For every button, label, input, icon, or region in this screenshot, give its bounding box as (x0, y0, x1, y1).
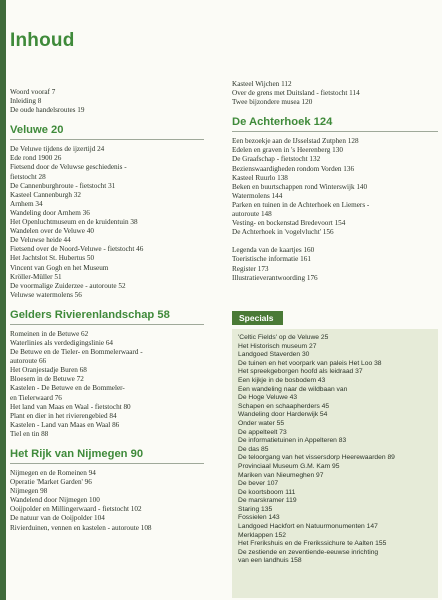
toc-entry: Een bezoekje aan de IJsselstad Zutphen 128 (232, 137, 359, 146)
toc-entry: Wandeling door Harderwijk 54 (238, 411, 328, 419)
toc-entry: Een wandeling naar de wildbaan van (238, 385, 348, 393)
toc-entry: De bever 107 (238, 480, 279, 488)
toc-entry: Wandelend door Nijmegen 100 (10, 496, 100, 505)
toc-entry: Beken en buurtschappen rond Winterswijk 140 (232, 182, 368, 191)
toc-entry: Wandelen over de Veluwe 40 (10, 227, 94, 236)
toc-entry: De natuur van de Ooijpolder 104 (10, 514, 105, 523)
toc-entry: De Graafschap - fietstocht 132 (232, 155, 321, 164)
section-heading: De Achterhoek 124 (232, 116, 333, 129)
toc-entry: Illustratieverantwoording 176 (232, 273, 318, 282)
toc-entry: Kasteel Ruurlo 138 (232, 173, 288, 182)
section-entries (10, 145, 204, 300)
toc-entry: Ooijpolder en Millingerwaard - fietstocht 102 (10, 505, 142, 514)
toc-entry: autoroute 66 (10, 357, 47, 366)
toc-entry: Inleiding 8 (10, 97, 42, 106)
toc-entry: fietstocht 28 (10, 172, 46, 181)
toc-entry: van een landhuis 158 (238, 557, 302, 565)
toc-entry: Plant en dier in het rivierengebied 84 (10, 411, 117, 420)
toc-entry: Ede rond 1900 26 (10, 154, 62, 163)
toc-entry: De Veluwse heide 44 (10, 236, 71, 245)
toc-continued-block (232, 80, 438, 107)
toc-entry: De koortsboom 111 (238, 488, 296, 496)
toc-entry: De marskramer 119 (238, 497, 297, 505)
toc-entry: Waterlinies als verdedigingslinie 64 (10, 338, 114, 347)
toc-entry: Provinciaal Museum G.M. Kam 95 (238, 462, 340, 470)
toc-entry: Register 173 (232, 264, 269, 273)
section-heading: Veluwe 20 (10, 124, 64, 137)
toc-entry: Vincent van Gogh en het Museum (10, 263, 109, 272)
toc-entry: Edelen en graven in 's Heerenberg 130 (232, 146, 343, 155)
toc-entry: Onder water 55 (238, 419, 285, 427)
toc-entry: Merklappen 152 (238, 531, 286, 539)
toc-sections (10, 115, 204, 532)
section-heading: Het Rijk van Nijmegen 90 (10, 448, 144, 460)
toc-entry: Schapen en schaapherders 45 (238, 402, 330, 410)
toc-entry: De Achterhoek in 'vogelvlucht' 156 (232, 228, 334, 237)
toc-entry: Fietsend over de Noord-Veluwe - fietstocht 46 (10, 245, 144, 254)
toc-entry: Het Oranjestadje Buren 68 (10, 366, 87, 375)
toc-entry: Bloesem in de Betuwe 72 (10, 375, 84, 384)
toc-entry: Mariken van Nieumeghen 97 (238, 471, 324, 479)
toc-entry: De appelteelt 73 (238, 428, 287, 436)
section-rule (232, 131, 438, 132)
specials-list (232, 329, 438, 598)
toc-entry: Tiel en tin 88 (10, 429, 49, 438)
toc-entry: autoroute 148 (232, 210, 272, 219)
toc-entry: Het Jachtslot St. Hubertus 50 (10, 254, 95, 263)
toc-closing-block (232, 246, 438, 282)
specials-label: Specials (232, 311, 283, 325)
toc-entry: Legenda van de kaartjes 160 (232, 246, 315, 255)
toc-entry: Bezienswaardigheden rondom Vorden 136 (232, 164, 355, 173)
specials-panel (232, 308, 438, 598)
toc-entry: De Hoge Veluwe 43 (238, 394, 298, 402)
toc-entry: 'Celtic Fields' op de Veluwe 25 (238, 334, 329, 341)
toc-entry: Over de grens met Duitsland - fietstocht 114 (232, 89, 360, 98)
toc-entry: De oude handelsroutes 19 (10, 106, 85, 115)
toc-entry: Toeristische informatie 161 (232, 255, 311, 264)
toc-entry: De zestiende en zeventiende-eeuwse inrichting (238, 548, 379, 556)
section-entries (10, 469, 204, 533)
toc-entry: Vesting- en bockenstad Bredevoort 154 (232, 219, 346, 228)
toc-entry: Watermolens 144 (232, 191, 283, 200)
toc-entry: Veluwse watermolens 56 (10, 290, 82, 299)
toc-entry: Nijmegen en de Romeinen 94 (10, 469, 96, 477)
toc-intro-block (10, 88, 204, 115)
toc-entry: De teloorgang van het vissersdorp Heerewaarden 89 (238, 454, 395, 462)
toc-entry: Het Openluchtmuseum en de kruidentuin 38 (10, 218, 138, 227)
toc-entry: De das 85 (238, 445, 269, 453)
page-title: Inhoud (10, 30, 75, 51)
toc-entry: Kasteel Cannenburgh 32 (10, 190, 81, 199)
toc-entry: Landgoed Staverden 30 (238, 351, 310, 359)
toc-entry: De Betuwe en de Tieler- en Bommelerwaard - (10, 348, 143, 357)
toc-entry: Het spreekgeborgen hoofd als leidraad 37 (238, 368, 363, 376)
toc-entry: Twee bijzondere musea 120 (232, 98, 313, 107)
toc-entry: Kastelen - De Betuwe en de Bommeler- (10, 384, 125, 393)
toc-entry: Nijmegen 98 (10, 487, 48, 496)
section-entries (232, 137, 438, 237)
toc-entry: Kröller-Müller 51 (10, 272, 62, 281)
section-heading: Gelders Rivierenlandschap 58 (10, 308, 170, 321)
toc-entry: Kastelen - Land van Maas en Waal 86 (10, 420, 120, 429)
section-rule (10, 324, 204, 325)
toc-entry: Staring 135 (238, 505, 273, 513)
toc-entry: Rivierduinen, vennen en kastelen - autoroute 108 (10, 523, 152, 532)
section-entries (10, 330, 204, 439)
toc-entry: De voormalige Zuiderzee - autoroute 52 (10, 281, 126, 290)
toc-entry: Woord vooraf 7 (10, 88, 56, 96)
toc-entry: Landgoed Hackfort en Natuurmonumenten 147 (238, 523, 378, 531)
toc-entry: Arnhem 34 (10, 199, 43, 208)
toc-entry: De informatietuinen in Appelteren 83 (238, 437, 347, 445)
toc-entry: Operatie 'Market Garden' 96 (10, 478, 92, 487)
toc-entry: Het land van Maas en Waal - fietstocht 80 (10, 402, 131, 411)
toc-right-column (232, 80, 438, 283)
section-rule (10, 139, 204, 140)
toc-entry: Een kijkje in de bosbodem 43 (238, 376, 326, 384)
toc-entry: De tuinen en het voorpark van paleis Het Loo 38 (238, 359, 382, 367)
toc-entry: De Veluwe tijdens de ijzertijd 24 (10, 145, 105, 154)
toc-entry: en Tielerwaard 76 (10, 393, 62, 402)
toc-entry: Fietsend door de Veluwse geschiedenis - (10, 163, 127, 172)
toc-left-column (10, 88, 204, 533)
toc-entry: Kasteel Wijchen 112 (232, 80, 292, 88)
toc-entry: Wandeling door Arnhem 36 (10, 208, 90, 217)
toc-entry: Het Historisch museum 27 (238, 342, 317, 350)
toc-entry: Parken en tuinen in de Achterhoek en Liemers - (232, 200, 370, 209)
toc-entry: De Cannenburghroute - fietstocht 31 (10, 181, 116, 190)
toc-entry: Fossielen 143 (238, 514, 280, 522)
book-page (6, 0, 442, 600)
toc-entry: Romeinen in de Betuwe 62 (10, 329, 89, 338)
section-rule (10, 463, 204, 464)
toc-entry: Het Frerikshuis en de Frerikssichure te Aalten 155 (238, 540, 387, 548)
